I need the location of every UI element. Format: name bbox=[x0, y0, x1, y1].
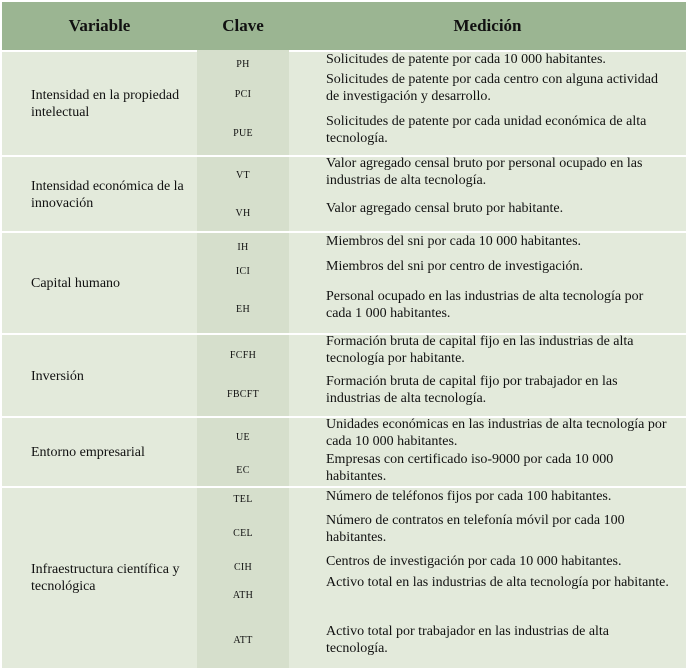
variable-intensidad-economica: Intensidad económica de la innovación bbox=[31, 179, 184, 211]
medicion-cell: Unidades económicas en las industrias de alta tecnología por cada 10 000 habitantes. bbox=[326, 417, 667, 449]
clave-cell: VT bbox=[236, 170, 250, 181]
medicion-cell: Formación bruta de capital fijo por trabajador en las industrias de alta tecnología. bbox=[326, 374, 618, 406]
clave-cell: EH bbox=[236, 304, 250, 315]
clave-cell: UE bbox=[236, 432, 250, 443]
clave-cell: FCFH bbox=[229, 350, 257, 361]
medicion-cell: Empresas con certificado iso-9000 por cada 10 000 habitantes. bbox=[326, 452, 614, 484]
medicion-cell: Número de contratos en telefonía móvil por cada 100 habitantes. bbox=[326, 513, 625, 545]
table-header bbox=[2, 2, 686, 52]
clave-cell: PUE bbox=[233, 128, 253, 139]
medicion-cell: Solicitudes de patente por cada 10 000 habitantes. bbox=[326, 52, 606, 67]
clave-cell: ATT bbox=[233, 635, 253, 646]
header-variable: Variable bbox=[68, 16, 131, 35]
clave-cell: CIH bbox=[233, 562, 253, 573]
clave-cell: ATH bbox=[232, 590, 254, 601]
clave-cell: VH bbox=[235, 208, 251, 219]
clave-cell: IH bbox=[237, 242, 249, 253]
medicion-cell: Miembros del sni por cada 10 000 habitantes. bbox=[326, 234, 582, 249]
medicion-cell: Personal ocupado en las industrias de alta tecnología por cada 1 000 habitantes. bbox=[326, 289, 644, 321]
variable-capital-humano: Capital humano bbox=[31, 276, 121, 291]
medicion-cell: Valor agregado censal bruto por personal ocupado en las industrias de alta tecnología. bbox=[326, 156, 643, 188]
header-medicion: Medición bbox=[453, 16, 522, 35]
clave-cell: EC bbox=[236, 465, 250, 476]
variable-infraestructura: Infraestructura científica y tecnológica bbox=[31, 562, 180, 594]
variable-intensidad-propiedad-intelectual: Intensidad en la propiedad intelectual bbox=[31, 88, 180, 120]
clave-cell: CEL bbox=[233, 528, 253, 539]
clave-cell: TEL bbox=[233, 494, 253, 505]
clave-cell: PCI bbox=[234, 89, 252, 100]
variables-table bbox=[2, 2, 686, 668]
medicion-cell: Formación bruta de capital fijo en las industrias de alta tecnología por habitante. bbox=[326, 334, 634, 366]
clave-cell: PH bbox=[236, 59, 250, 70]
header-clave: Clave bbox=[222, 16, 264, 35]
clave-cell: FBCFT bbox=[226, 389, 260, 400]
medicion-cell: Activo total por trabajador en las industrias de alta tecnología. bbox=[326, 624, 610, 656]
medicion-cell: Número de teléfonos fijos por cada 100 habitantes. bbox=[326, 489, 612, 504]
medicion-cell: Miembros del sni por centro de investigación. bbox=[326, 259, 583, 274]
medicion-cell: Centros de investigación por cada 10 000 habitantes. bbox=[326, 554, 622, 569]
clave-cell: ICI bbox=[235, 266, 251, 277]
variable-inversion: Inversión bbox=[31, 369, 84, 384]
medicion-cell: Valor agregado censal bruto por habitante. bbox=[326, 201, 564, 216]
medicion-cell: Solicitudes de patente por cada unidad económica de alta tecnología. bbox=[326, 114, 647, 146]
medicion-cell: Solicitudes de patente por cada centro con alguna actividad de investigación y desarrollo. bbox=[326, 72, 658, 104]
medicion-cell: Activo total en las industrias de alta tecnología por habitante. bbox=[326, 575, 669, 590]
variable-entorno-empresarial: Entorno empresarial bbox=[31, 445, 145, 460]
